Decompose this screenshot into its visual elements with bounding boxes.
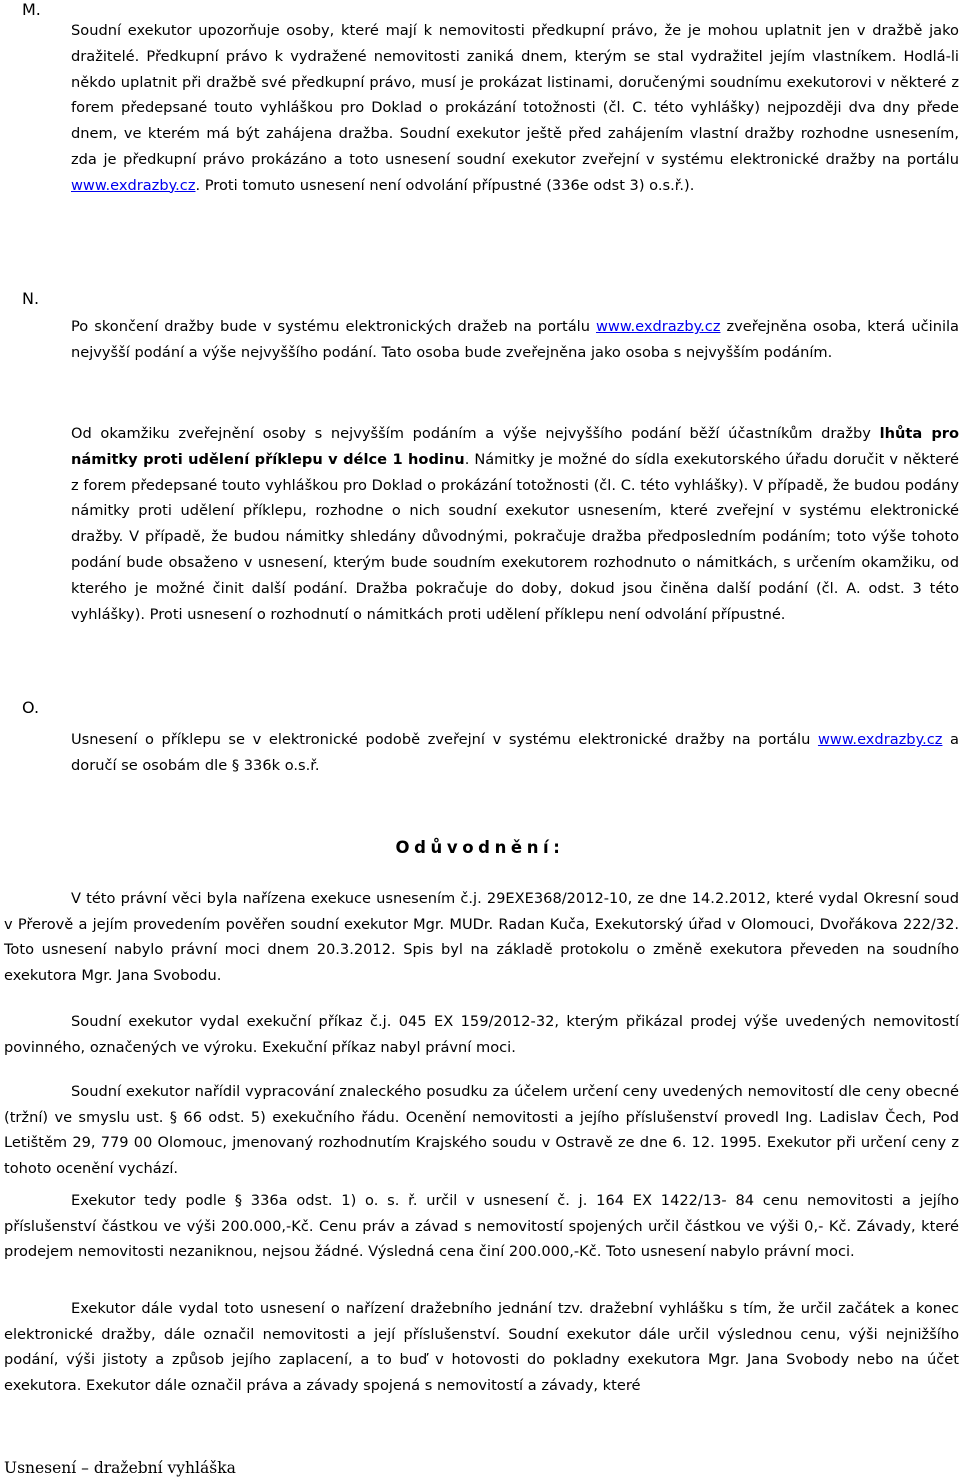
- page-footer: Usnesení – dražební vyhláška: [4, 1459, 236, 1477]
- section-n-p1-text: Po skončení dražby bude v systému elektronických dražeb na portálu: [71, 318, 596, 335]
- section-o-paragraph: [71, 727, 959, 779]
- justification-paragraph-4: Exekutor tedy podle § 336a odst. 1) o. s. ř. určil v usnesení č. j. 164 EX 1422/13- 84 cenu nemovitosti a jejího příslušenství částkou ve výši 200.000,-Kč. Cenu práv a závad s nemovitostí spojených určil částkou ve výši 0,- Kč. Závady, které prodejem nemovitosti nezaniknou, nejsou žádné. Výsledná cena činí 200.000,-Kč. Toto usnesení nabylo právní moci.: [4, 1192, 959, 1260]
- objection-deadline: lhůta pro námitky proti udělení příklepu v délce 1 hodinu: [71, 425, 959, 468]
- justification-paragraph-2: Soudní exekutor vydal exekuční příkaz č.j. 045 EX 159/2012-32, kterým přikázal prodej výše uvedených nemovitostí povinného, označených ve výroku. Exekuční příkaz nabyl právní moci.: [4, 1013, 959, 1056]
- section-m-paragraph: [71, 18, 959, 199]
- section-letter-o: O.: [22, 698, 40, 717]
- section-n-paragraph-2: [71, 421, 959, 627]
- section-m-text: Soudní exekutor upozorňuje osoby, které mají k nemovitosti předkupní právo, že je mohou uplatnit jen v dražbě jako dražitelé. Předkupní právo k vydražené nemovitosti zaniká dnem, kterým se stal vydražitel jejím vlastníkem. Hodlá-li někdo uplatnit při dražbě své předkupní právo, musí je prokázat listinami, doručenými soudnímu exekutorovi v některé z forem předepsané touto vyhláškou pro Doklad o prokázání totožnosti (čl. C. této vyhlášky) nejpozději dva dny přede dnem, ve kterém má být zahájena dražba. Soudní exekutor ještě před zahájením vlastní dražby rozhodne usnesením, zda je předkupní právo prokázáno a toto usnesení soudní exekutor zveřejní v systému elektronické dražby na portálu: [71, 22, 959, 168]
- section-n-p2-text: Od okamžiku zveřejnění osoby s nejvyšším podáním a výše nejvyššího podání běží účastníkům dražby: [71, 425, 880, 442]
- justification-paragraph-5: Exekutor dále vydal toto usnesení o nařízení dražebního jednání tzv. dražební vyhlášku s tím, že určil začátek a konec elektronické dražby, dále označil nemovitosti a její příslušenství. Soudní exekutor dále určil výslednou cenu, výši nejnižšího podání, výši jistoty a způsob jejího zaplacení, a to buď v hotovosti do pokladny exekutora Mgr. Jana Svobody nebo na účet exekutora. Exekutor dále označil práva a závady spojená s nemovitostí a závady, které: [4, 1300, 959, 1394]
- exdrazby-link[interactable]: www.exdrazby.cz: [596, 318, 721, 335]
- section-m-text-after: . Proti tomuto usnesení není odvolání přípustné (336e odst 3) o.s.ř.).: [195, 176, 695, 194]
- exdrazby-link[interactable]: www.exdrazby.cz: [71, 176, 196, 194]
- section-letter-n: N.: [22, 289, 40, 308]
- section-o-text-after: a doručí se osobám dle § 336k o.s.ř.: [71, 731, 959, 774]
- exdrazby-link[interactable]: www.exdrazby.cz: [817, 731, 943, 748]
- justification-heading: Odůvodnění:: [395, 838, 565, 857]
- justification-paragraph-3: Soudní exekutor nařídil vypracování znaleckého posudku za účelem určení ceny uvedených nemovitostí dle ceny obecné (tržní) ve smyslu ust. § 66 odst. 5) exekučního řádu. Ocenění nemovitosti a jejího příslušenství provedl Ing. Ladislav Čech, Pod Letištěm 29, 779 00 Olomouc, jmenovaný rozhodnutím Krajského soudu v Ostravě ze dne 6. 12. 1995. Exekutor při určení ceny z tohoto ocenění vychází.: [4, 1083, 959, 1177]
- section-n-paragraph-1: [71, 314, 959, 366]
- section-n-p1-text-after: zveřejněna osoba, která učinila nejvyšší podání a výše nejvyššího podání. Tato osoba bude zveřejněna jako osoba s nejvyšším podáním.: [71, 318, 959, 361]
- section-n-p2-text-after: . Námitky je možné do sídla exekutorského úřadu doručit v některé z forem předepsané touto vyhláškou pro Doklad o prokázání totožnosti (čl. C. této vyhlášky). V případě, že budou podány námitky proti udělení příklepu, rozhodne o nich soudní exekutor usnesením, které zveřejní v systému elektronické dražby. V případě, že budou námitky shledány důvodnými, pokračuje dražba předposledním podáním; toto výše tohoto podání bude obsaženo v usnesení, kterým bude soudním exekutorem rozhodnuto o námitkách, s určením okamžiku, od kterého je možné činit další podání. Dražba pokračuje do doby, dokud jsou činěna další podání (čl. A. odst. 3 této vyhlášky). Proti usnesení o rozhodnutí o námitkách proti udělení příklepu není odvolání přípustné.: [71, 450, 959, 623]
- justification-paragraph-1: V této právní věci byla nařízena exekuce usnesením č.j. 29EXE368/2012-10, ze dne 14.2.2012, které vydal Okresní soud v Přerově a jejím provedením pověřen soudní exekutor Mgr. MUDr. Radan Kuča, Exekutorský úřad v Olomouci, Dvořákova 222/32. Toto usnesení nabylo právní moci dnem 20.3.2012. Spis byl na základě protokolu o změně exekutora převeden na soudního exekutora Mgr. Jana Svobodu.: [4, 890, 959, 984]
- section-letter-m: M.: [22, 0, 41, 19]
- section-o-text: Usnesení o příklepu se v elektronické podobě zveřejní v systému elektronické dražby na portálu: [71, 731, 818, 748]
